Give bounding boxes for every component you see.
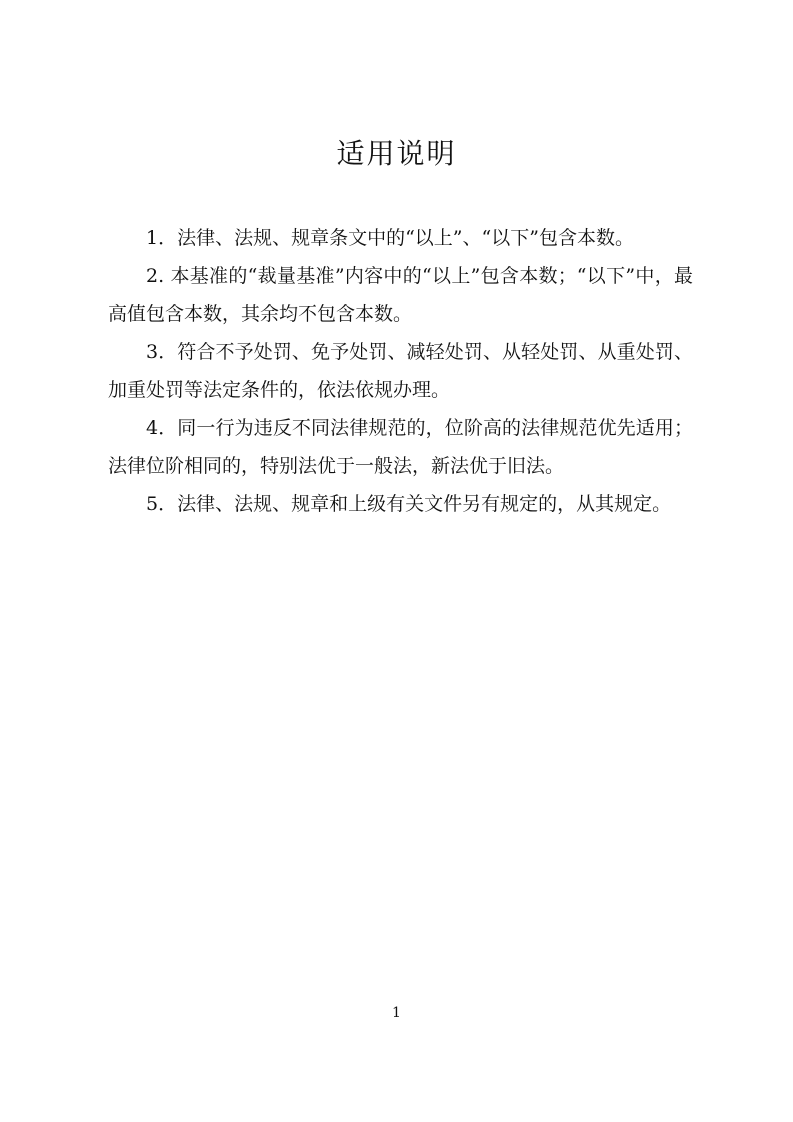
paragraph-5: 5．法律、法规、规章和上级有关文件另有规定的，从其规定。 (146, 493, 672, 515)
paragraph-1: 1．法律、法规、规章条文中的“以上”、“以下”包含本数。 (146, 227, 634, 249)
page-title: 适用说明 (336, 137, 457, 170)
paragraph-2: 2. 本基准的“裁量基准”内容中的“以上”包含本数；“以下”中，最高值包含本数，其余均不包含本数。 (108, 265, 693, 325)
paragraph-3: 3．符合不予处罚、免予处罚、减轻处罚、从轻处罚、从重处罚、加重处罚等法定条件的，依法依规办理。 (108, 341, 693, 401)
paragraph-4: 4．同一行为违反不同法律规范的，位阶高的法律规范优先适用；法律位阶相同的，特别法优于一般法，新法优于旧法。 (108, 417, 693, 477)
page-number: 1 (392, 1005, 401, 1021)
document-body (108, 219, 693, 523)
